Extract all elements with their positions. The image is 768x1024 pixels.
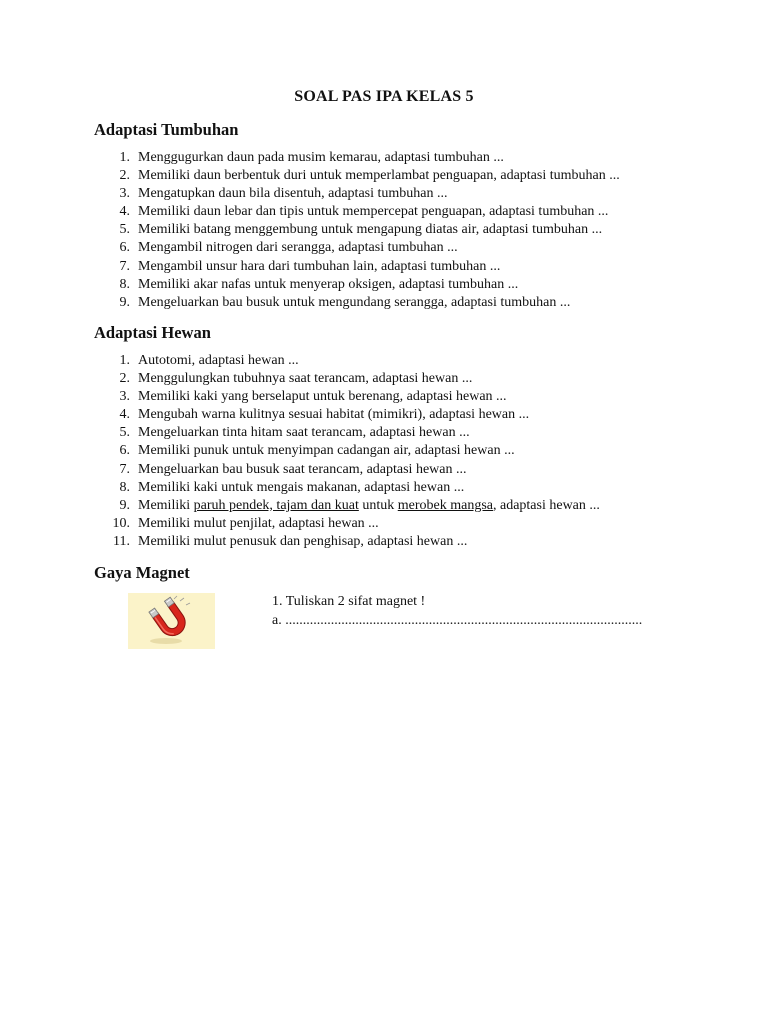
page-title: SOAL PAS IPA KELAS 5 (294, 88, 474, 105)
list-item (94, 203, 620, 221)
tumbuhan-question-list (94, 149, 620, 312)
list-item (94, 185, 620, 203)
horseshoe-magnet-icon (128, 593, 215, 649)
item-number: 7. (119, 258, 130, 274)
list-item (94, 479, 600, 497)
item-text: Memiliki mulut penusuk dan penghisap, adaptasi hewan ... (138, 533, 468, 549)
list-item (94, 294, 620, 312)
item-number: 9. (119, 294, 130, 310)
list-item (94, 424, 600, 442)
item-number: 2. (119, 168, 130, 184)
item-number: 1. (119, 150, 130, 165)
item-text: Mengeluarkan tinta hitam saat terancam, adaptasi hewan ... (138, 425, 470, 441)
list-item (94, 370, 600, 388)
item-number: 9. (119, 497, 130, 513)
list-item (94, 167, 620, 185)
list-item (94, 258, 620, 276)
list-item (94, 533, 600, 551)
item-number: 6. (119, 443, 130, 459)
item-text: Mengambil nitrogen dari serangga, adaptasi tumbuhan ... (138, 240, 458, 256)
item-number: 11. (113, 533, 130, 549)
item-text: Memiliki kaki untuk mengais makanan, adaptasi hewan ... (138, 479, 465, 495)
item-text-part: Memiliki (138, 497, 194, 513)
item-text: Memiliki mulut penjilat, adaptasi hewan ... (138, 515, 379, 531)
item-number: 2. (119, 371, 130, 387)
section-heading-hewan: Adaptasi Hewan (94, 323, 211, 342)
list-item (94, 149, 620, 167)
item-text: Mengeluarkan bau busuk untuk mengundang serangga, adaptasi tumbuhan ... (138, 294, 571, 310)
item-text: Autotomi, adaptasi hewan ... (138, 353, 299, 368)
list-item (94, 515, 600, 533)
list-item (94, 406, 600, 424)
item-number: 5. (119, 222, 130, 238)
magnet-question-block (272, 593, 642, 630)
item-number: 5. (119, 425, 130, 441)
underlined-phrase: paruh pendek, tajam dan kuat (193, 497, 359, 513)
item-text: Menggulungkan tubuhnya saat terancam, adaptasi hewan ... (138, 371, 473, 387)
item-text: Mengambil unsur hara dari tumbuhan lain, adaptasi tumbuhan ... (138, 258, 501, 274)
item-number: 6. (119, 240, 130, 256)
hewan-question-list (94, 352, 600, 551)
item-number: 1. (119, 353, 130, 368)
underlined-phrase: merobek mangsa (397, 497, 493, 513)
item-text: Memiliki batang menggembung untuk mengapung diatas air, adaptasi tumbuhan ... (138, 222, 603, 238)
magnet-question: 1. Tuliskan 2 sifat magnet ! (272, 594, 426, 609)
item-number: 7. (119, 461, 130, 477)
list-item (94, 352, 600, 370)
answer-line: a. ...................................................................................................... (272, 612, 643, 628)
item-number: 8. (119, 276, 130, 292)
item-number: 3. (119, 389, 130, 405)
item-text: Mengubah warna kulitnya sesuai habitat (mimikri), adaptasi hewan ... (138, 407, 530, 423)
item-text: Memiliki punuk untuk menyimpan cadangan air, adaptasi hewan ... (138, 443, 515, 459)
list-item (94, 239, 620, 257)
item-text-part: untuk (358, 497, 398, 513)
item-number: 3. (119, 186, 130, 202)
item-text: Memiliki kaki yang berselaput untuk berenang, adaptasi hewan ... (138, 389, 507, 405)
item-text: Mengeluarkan bau busuk saat terancam, adaptasi hewan ... (138, 461, 467, 477)
item-text: Mengatupkan daun bila disentuh, adaptasi tumbuhan ... (138, 186, 448, 202)
item-text-part: , adaptasi hewan ... (492, 497, 600, 513)
item-text: Memiliki daun lebar dan tipis untuk mempercepat penguapan, adaptasi tumbuhan ... (138, 204, 609, 220)
item-number: 8. (119, 479, 130, 495)
magnet-image (128, 593, 215, 649)
item-number: 4. (119, 407, 130, 423)
item-text: Memiliki daun berbentuk duri untuk memperlambat penguapan, adaptasi tumbuhan ... (138, 168, 620, 184)
list-item (94, 221, 620, 239)
section-heading-tumbuhan: Adaptasi Tumbuhan (94, 120, 239, 139)
list-item (94, 388, 600, 406)
item-number: 4. (119, 204, 130, 220)
list-item (94, 497, 600, 515)
item-number: 10. (112, 515, 130, 531)
item-text: Memiliki akar nafas untuk menyerap oksigen, adaptasi tumbuhan ... (138, 276, 519, 292)
list-item (94, 461, 600, 479)
section-heading-magnet: Gaya Magnet (94, 563, 190, 582)
list-item (94, 442, 600, 460)
item-text: Menggugurkan daun pada musim kemarau, adaptasi tumbuhan ... (138, 150, 504, 165)
list-item (94, 276, 620, 294)
